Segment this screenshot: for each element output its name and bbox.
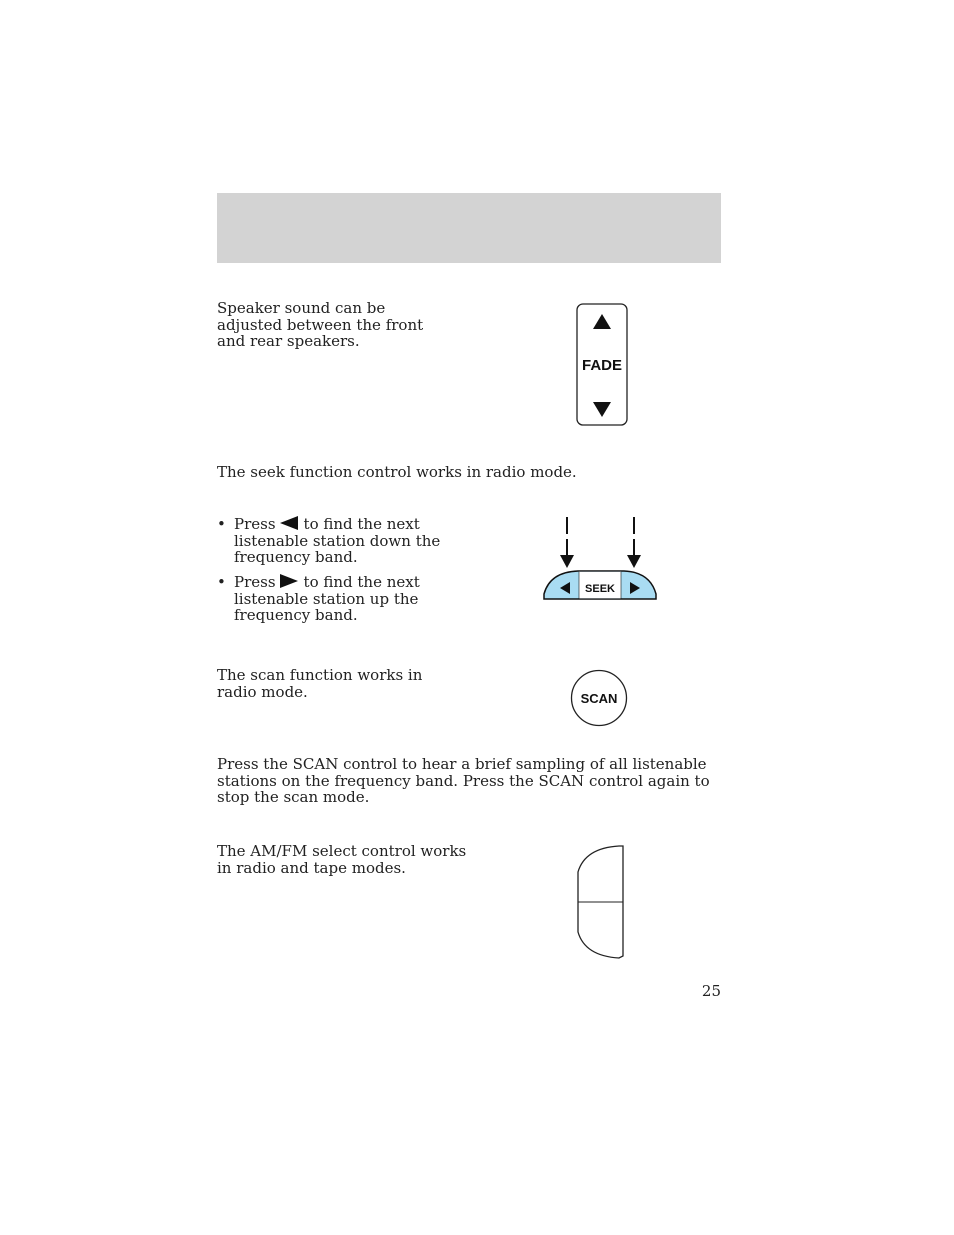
pointer-arrow-icon — [560, 555, 574, 568]
seek-down-bullet — [234, 516, 444, 566]
bullet-prefix: Press — [234, 573, 276, 591]
bullet-dot: • — [217, 515, 226, 533]
page-number: 25 — [701, 982, 721, 1000]
scan-details: Press the SCAN control to hear a brief sampling of all listenable stations on the frequency band. Press the SCAN control again to stop the scan mode. — [217, 755, 710, 807]
triangle-right-icon — [280, 574, 298, 588]
fade-description: Speaker sound can be adjusted between the front and rear speakers. — [217, 299, 424, 351]
seek-up-bullet — [234, 574, 444, 624]
seek-label: SEEK — [585, 583, 615, 595]
bullet-text: to find the next listenable station up the frequency band. — [234, 573, 420, 625]
scan-label: SCAN — [580, 691, 618, 706]
fade-label: FADE — [581, 357, 623, 374]
scan-control[interactable] — [569, 668, 629, 728]
bullet-text: to find the next listenable station down the frequency band. — [234, 515, 441, 567]
seek-control[interactable] — [540, 514, 660, 604]
triangle-left-icon — [280, 516, 298, 530]
pointer-arrow-icon — [627, 555, 641, 568]
amfm-control[interactable] — [575, 844, 629, 960]
seek-intro: The seek function control works in radio mode. — [217, 463, 577, 481]
bullet-prefix: Press — [234, 515, 276, 533]
amfm-description: The AM/FM select control works in radio and tape modes. — [217, 842, 467, 877]
scan-description: The scan function works in radio mode. — [217, 666, 423, 701]
bullet-dot: • — [217, 573, 226, 591]
section-header-bar — [217, 193, 721, 263]
fade-control[interactable] — [575, 302, 631, 428]
